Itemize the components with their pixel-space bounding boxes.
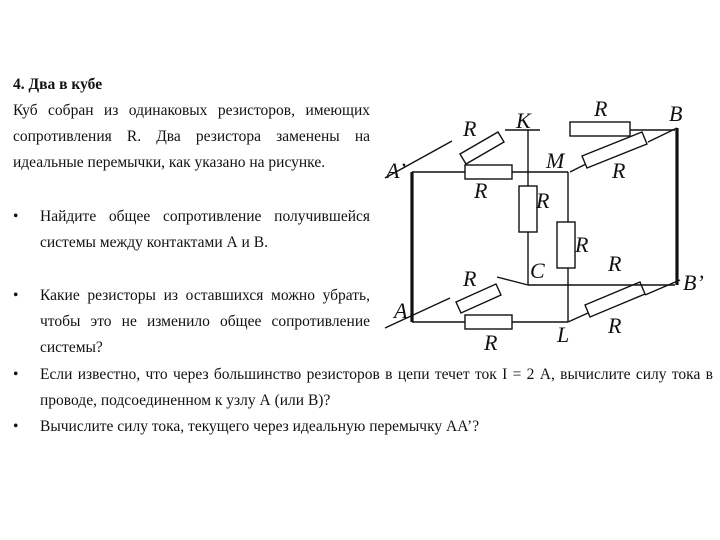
bullet-item (13, 204, 370, 284)
node-label-b-prime: B’ (683, 270, 704, 295)
bullet-icon: • (13, 208, 19, 225)
resistor-label: R (608, 313, 622, 338)
bullet-text: Какие резисторы из оставшихся можно убрать, чтобы это не изменило общее сопротивление системы? (40, 287, 370, 356)
resistor-label: R (536, 188, 550, 213)
node-label-a-prime: A’ (386, 158, 406, 183)
resistor-label: R (594, 96, 608, 121)
cube-circuit-diagram (380, 92, 715, 357)
node-label-c: C (530, 258, 545, 283)
resistor-label: R (575, 232, 589, 257)
node-label-b: B (669, 101, 683, 126)
bullet-icon: • (13, 366, 19, 383)
node-label-l: L (557, 322, 570, 347)
resistor-label: R (463, 116, 477, 141)
bullet-icon: • (13, 287, 19, 304)
problem-title: 4. Два в кубе (13, 76, 103, 93)
node-label-m: M (546, 148, 565, 173)
node-label-k: K (516, 108, 531, 133)
bullet-item (13, 362, 713, 416)
bullet-text: Если известно, что через большинство резисторов в цепи течет ток I = 2 А, вычислите силу тока в проводе, подсоединенном к узлу А (или В)? (40, 366, 713, 409)
node-label-a: A (394, 298, 408, 323)
resistor-label: R (608, 251, 622, 276)
bullet-text: Найдите общее сопротивление получившейся системы между контактами А и В. (40, 208, 370, 251)
bullet-item (13, 414, 713, 444)
resistor-label: R (463, 266, 477, 291)
bullet-icon: • (13, 418, 19, 435)
bullet-text: Вычислите силу тока, текущего через идеальную перемычку АА’? (40, 418, 480, 435)
resistor-label: R (474, 178, 488, 203)
problem-intro: Куб собран из одинаковых резисторов, имеющих сопротивления R. Два резистора заменены на идеальные перемычки, как указано на рисунке. (13, 102, 370, 171)
resistor-label: R (484, 330, 498, 355)
bullet-item (13, 283, 370, 363)
resistor-label: R (612, 158, 626, 183)
